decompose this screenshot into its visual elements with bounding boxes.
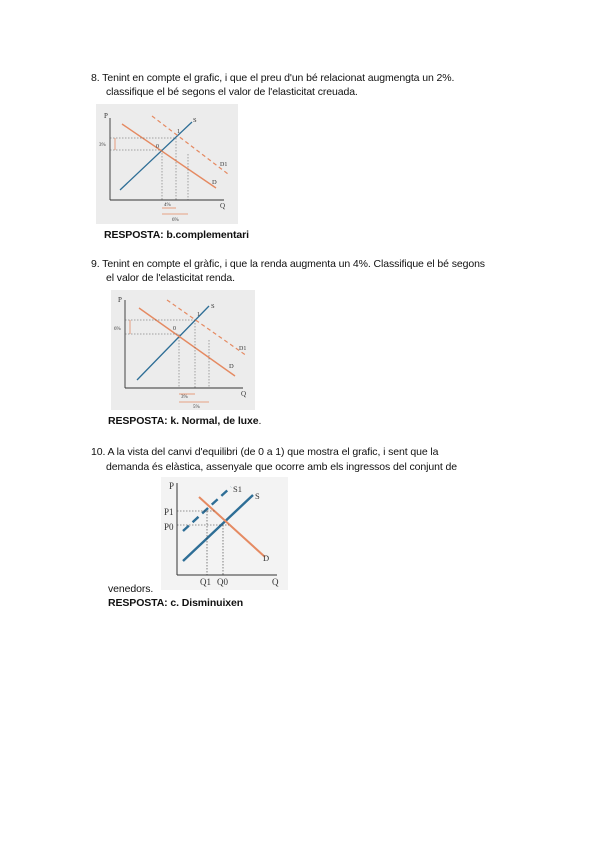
qty-pct-label-b: 6% <box>172 218 179 223</box>
p-axis-label: P <box>104 112 108 120</box>
demand-shift-label: D1 <box>220 162 228 168</box>
q0-label: Q0 <box>217 577 228 587</box>
q-axis-label: Q <box>220 202 226 210</box>
demand-label: D <box>229 363 234 370</box>
demand-curve <box>139 308 235 376</box>
q8-answer: RESPOSTA: b.complementari <box>104 229 249 241</box>
p1-label: P1 <box>164 507 174 517</box>
p-axis-label: P <box>118 296 122 304</box>
p-axis-label: P <box>169 481 175 491</box>
point-1-label: 1 <box>197 312 200 318</box>
supply-label: S <box>211 303 215 310</box>
q-axis-label: Q <box>272 577 279 587</box>
qty-pct-label-b: 5% <box>193 405 200 410</box>
q10-text-line3: venedors. <box>108 583 154 595</box>
supply-label: S <box>255 491 260 501</box>
supply-label: S <box>193 117 197 124</box>
demand-label: D <box>263 553 270 563</box>
p0-label: P0 <box>164 522 174 532</box>
q10-graph <box>161 477 288 590</box>
qty-pct-label-a: 4% <box>164 203 171 208</box>
demand-curve <box>122 124 216 188</box>
q8-graph <box>96 104 238 224</box>
demand-shift-label: D1 <box>239 346 247 352</box>
price-pct-label: 3% <box>99 143 106 148</box>
point-0-label: 0 <box>156 144 159 150</box>
q8-text-line1: 8. Tenint en compte el grafic, i que el preu d'un bé relacionat augmengta un 2%. <box>91 72 455 84</box>
q10-answer: RESPOSTA: c. Disminuixen <box>108 597 244 609</box>
supply-curve <box>183 495 253 561</box>
price-pct-label: 6% <box>114 327 121 332</box>
supply-shift-label: S1 <box>233 484 242 494</box>
point-0-label: 0 <box>173 326 176 332</box>
q10-text-line1: 10. A la vista del canvi d'equilibri (de 0 a 1) que mostra el grafic, i sent que la <box>91 446 439 458</box>
q8-text-line2: classifique el bé segons el valor de l'elasticitat creuada. <box>106 86 358 98</box>
q9-answer-end: . <box>258 415 262 427</box>
demand-curve <box>199 497 265 557</box>
point-1-label: 1 <box>177 129 180 135</box>
q9-answer <box>108 415 261 428</box>
qty-pct-label-a: 3% <box>181 395 188 400</box>
demand-label: D <box>212 179 217 186</box>
q1-label: Q1 <box>200 577 211 587</box>
q9-text-line1: 9. Tenint en compte el gràfic, i que la renda augmenta un 4%. Classifique el bé segons <box>91 258 485 270</box>
q9-answer-label: RESPOSTA: k. Normal, de luxe <box>108 415 259 427</box>
supply-curve <box>120 122 192 190</box>
q10-text-line2: demanda és elàstica, assenyale que ocorre amb els ingressos del conjunt de <box>106 461 457 473</box>
q9-graph <box>111 290 255 410</box>
q9-text-line2: el valor de l'elasticitat renda. <box>106 272 235 284</box>
q-axis-label: Q <box>241 390 247 398</box>
